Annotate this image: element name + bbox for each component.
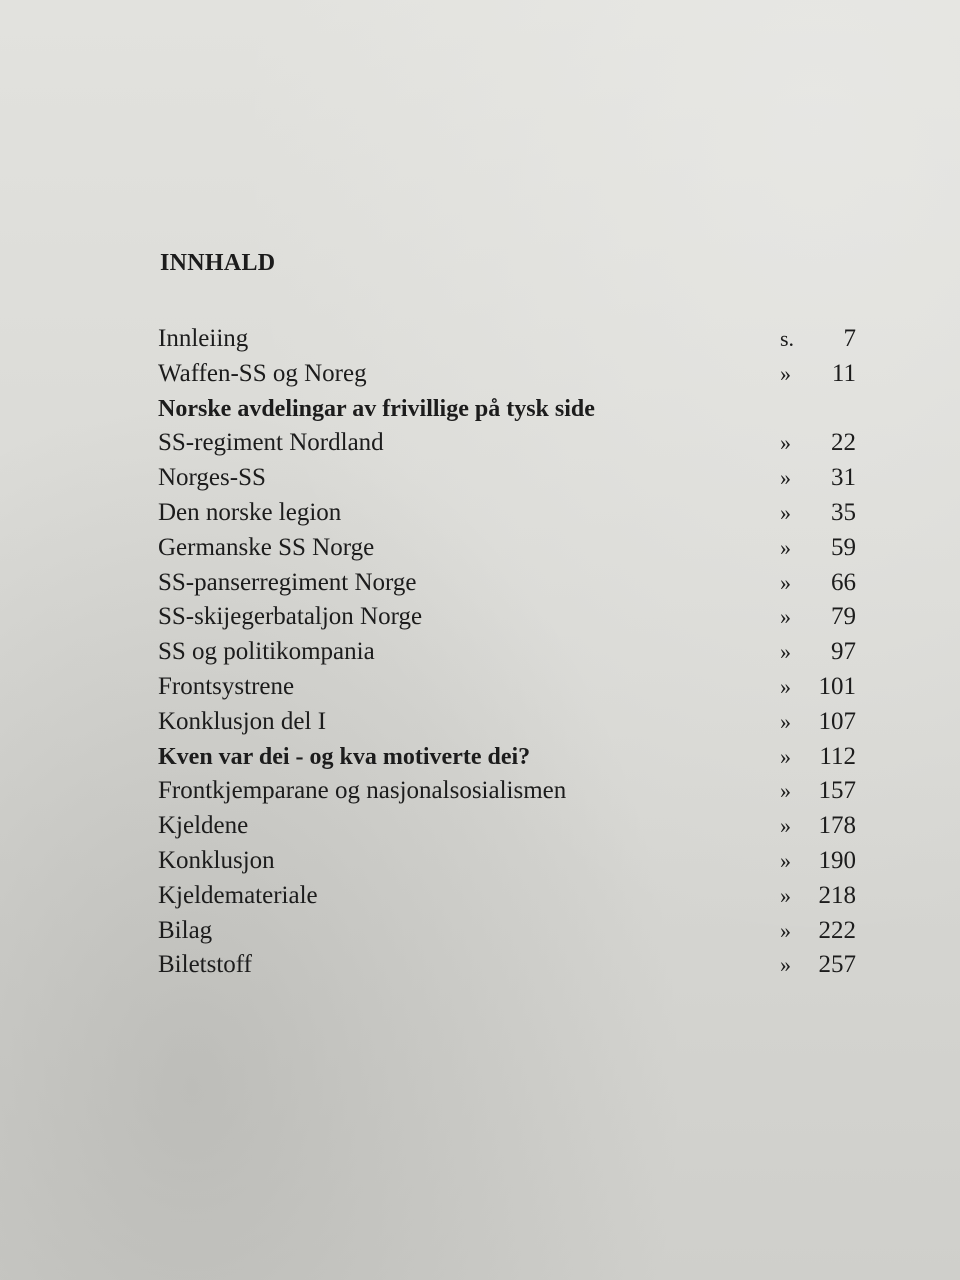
toc-entry <box>158 774 858 809</box>
toc-entry <box>158 531 858 566</box>
toc-entry-ditto-mark: » <box>780 882 791 908</box>
toc-entry-title: Innleiing <box>158 325 249 352</box>
toc-entry-title: Konklusjon <box>158 846 275 874</box>
toc-entry-page-number: 11 <box>831 359 856 387</box>
toc-entry-title: SS-regiment Nordland <box>158 429 384 457</box>
toc-entry-title: Bilag <box>158 916 213 944</box>
toc-entry-ditto-mark: » <box>780 499 791 525</box>
toc-entry <box>158 948 858 983</box>
toc-entry-page-number: 178 <box>818 812 856 840</box>
toc-section-title: Norske avdelingar av frivillige på tysk side <box>158 395 595 422</box>
toc-entry <box>158 809 858 844</box>
toc-entry-ditto-mark: » <box>780 534 791 560</box>
toc-entry-page-prefix: s. <box>780 326 795 351</box>
toc-entry-page-number: 7 <box>843 325 856 352</box>
toc-section-heading <box>158 392 858 427</box>
toc-entry-page-number: 79 <box>831 603 856 631</box>
toc-entry-page-number: 97 <box>831 638 856 666</box>
toc-entry-ditto-mark: » <box>780 847 791 873</box>
toc-entry-ditto-mark: » <box>780 778 791 804</box>
toc-entry <box>158 461 858 496</box>
toc-section-entry <box>158 740 858 775</box>
toc-entry-title: Frontkjemparane og nasjonalsosialismen <box>158 777 567 805</box>
toc-entry-page-number: 157 <box>818 777 856 805</box>
toc-entry-ditto-mark: » <box>780 708 791 734</box>
toc-entry-title: Konklusjon del I <box>158 707 327 735</box>
toc-entry <box>158 705 858 740</box>
toc-entry-title: Norges-SS <box>158 464 266 492</box>
table-of-contents <box>158 322 858 983</box>
toc-entry-title: Kjeldene <box>158 812 249 840</box>
toc-section-title: Kven var dei - og kva motiverte dei? <box>158 743 531 770</box>
toc-entry-title: Biletstoff <box>158 951 252 979</box>
toc-entry-title: Den norske legion <box>158 498 342 526</box>
toc-entry-ditto-mark: » <box>780 465 791 491</box>
toc-entry-page-number: 66 <box>831 568 856 596</box>
toc-entry-title: Waffen-SS og Noreg <box>158 359 367 387</box>
toc-entry-ditto-mark: » <box>780 360 791 386</box>
toc-entry-title: SS-skijegerbataljon Norge <box>158 603 423 631</box>
toc-entry <box>158 496 858 531</box>
toc-entry-ditto-mark: » <box>780 743 791 769</box>
toc-entry-ditto-mark: » <box>780 569 791 595</box>
toc-entry-page-number: 218 <box>818 881 856 909</box>
toc-entry-page-number: 101 <box>818 672 856 700</box>
toc-entry <box>158 322 858 357</box>
toc-entry-page-number: 31 <box>831 464 856 492</box>
toc-entry-ditto-mark: » <box>780 673 791 699</box>
toc-entry <box>158 635 858 670</box>
toc-entry-ditto-mark: » <box>780 430 791 456</box>
toc-entry-ditto-mark: » <box>780 604 791 630</box>
toc-entry <box>158 914 858 949</box>
toc-entry-page-number: 257 <box>818 951 856 979</box>
toc-entry-page-number: 59 <box>831 533 856 561</box>
toc-entry-page-number: 222 <box>818 916 856 944</box>
toc-entry <box>158 670 858 705</box>
toc-entry <box>158 566 858 601</box>
toc-entry-ditto-mark: » <box>780 639 791 665</box>
toc-entry-page-number: 35 <box>831 498 856 526</box>
toc-entry <box>158 357 858 392</box>
toc-entry-page-number: 107 <box>818 707 856 735</box>
toc-entry-page-number: 22 <box>831 429 856 457</box>
toc-entry-title: SS og politikompania <box>158 638 375 666</box>
toc-entry-ditto-mark: » <box>780 952 791 978</box>
toc-entry-ditto-mark: » <box>780 813 791 839</box>
toc-entry-ditto-mark: » <box>780 917 791 943</box>
toc-entry <box>158 426 858 461</box>
toc-entry <box>158 879 858 914</box>
toc-entry-title: Kjeldemateriale <box>158 881 318 909</box>
toc-entry <box>158 600 858 635</box>
toc-entry-page-number: 190 <box>818 846 856 874</box>
toc-entry <box>158 844 858 879</box>
contents-heading: INNHALD <box>160 250 276 276</box>
toc-entry-page-number: 112 <box>819 742 856 770</box>
toc-entry-title: SS-panserregiment Norge <box>158 568 417 596</box>
toc-entry-title: Frontsystrene <box>158 672 295 700</box>
toc-entry-title: Germanske SS Norge <box>158 533 375 561</box>
